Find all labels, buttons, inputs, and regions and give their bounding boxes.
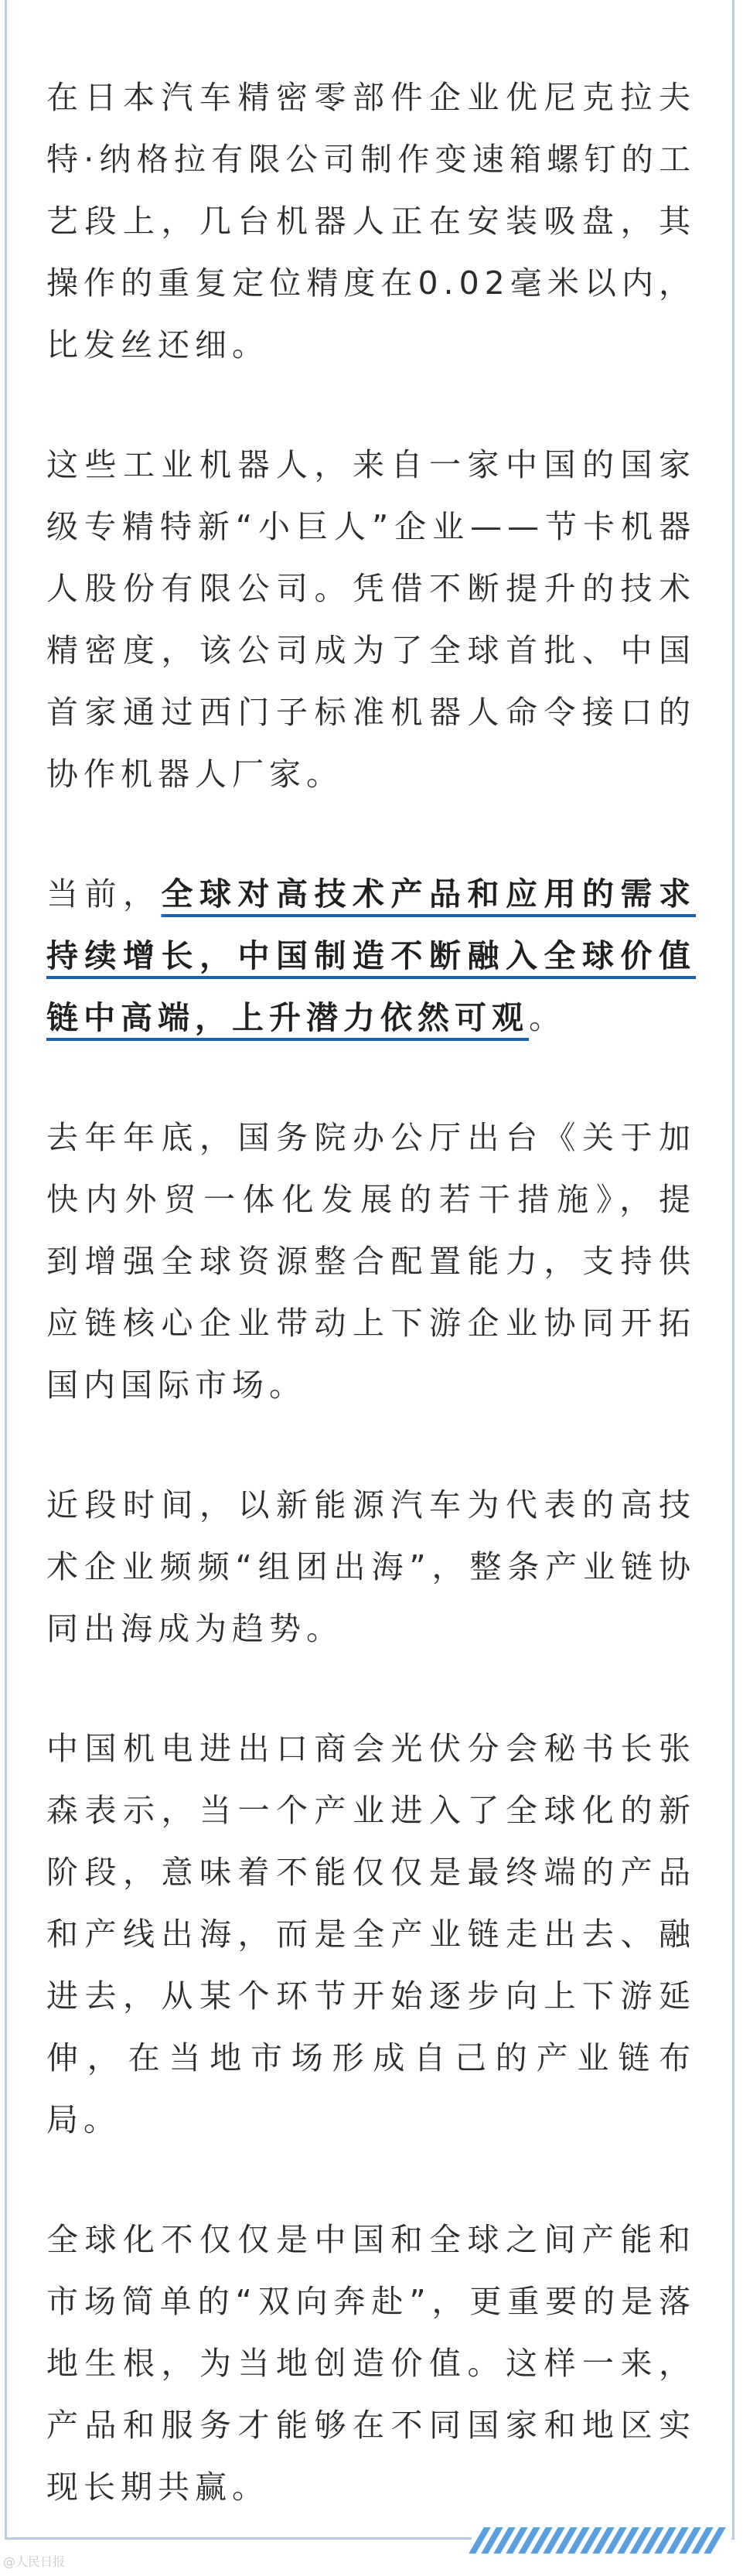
decorative-stripes: [472, 2527, 731, 2554]
article-body: [46, 67, 696, 2576]
paragraph-3-tail: 。: [529, 999, 566, 1036]
paragraph-6: 中国机电进出口商会光伏分会秘书长张森表示，当一个产业进入了全球化的新阶段，意味着不能仅仅是最终端的产品和产线出海，而是全产业链走出去、融进去，从某个环节开始逐步向上下游延伸，在当地市场形成自己的产业链布局。: [46, 1730, 696, 2138]
paragraph-4: 去年年底，国务院办公厅出台《关于加快内外贸一体化发展的若干措施》，提到增强全球资源整合配置能力，支持供应链核心企业带动上下游企业协同开拓国内国际市场。: [46, 1119, 696, 1404]
paragraph-1: 在日本汽车精密零部件企业优尼克拉夫特·纳格拉有限公司制作变速箱螺钉的工艺段上，几台机器人正在安装吸盘，其操作的重复定位精度在0.02毫米以内，比发丝还细。: [46, 79, 696, 363]
paragraph-2: 这些工业机器人，来自一家中国的国家级专精特新“小巨人”企业——节卡机器人股份有限公司。凭借不断提升的技术精密度，该公司成为了全球首批、中国首家通过西门子标准机器人命令接口的协作机器人厂家。: [46, 446, 696, 793]
paragraph-3-lead: 当前，: [46, 875, 162, 913]
source-watermark: @人民日报: [3, 2554, 66, 2569]
paragraph-5: 近段时间，以新能源汽车为代表的高技术企业频频“组团出海”，整条产业链协同出海成为趋势。: [46, 1486, 696, 1647]
highlighted-sentence: 全球对高技术产品和应用的需求持续增长，中国制造不断融入全球价值链中高端，上升潜力依然可观: [46, 875, 696, 1036]
paragraph-3: [46, 863, 696, 1049]
paragraph-7: 全球化不仅仅是中国和全球之间产能和市场简单的“双向奔赴”，更重要的是落地生根，为当地创造价值。这样一来，产品和服务才能够在不同国家和地区实现长期共赢。: [46, 2221, 696, 2506]
